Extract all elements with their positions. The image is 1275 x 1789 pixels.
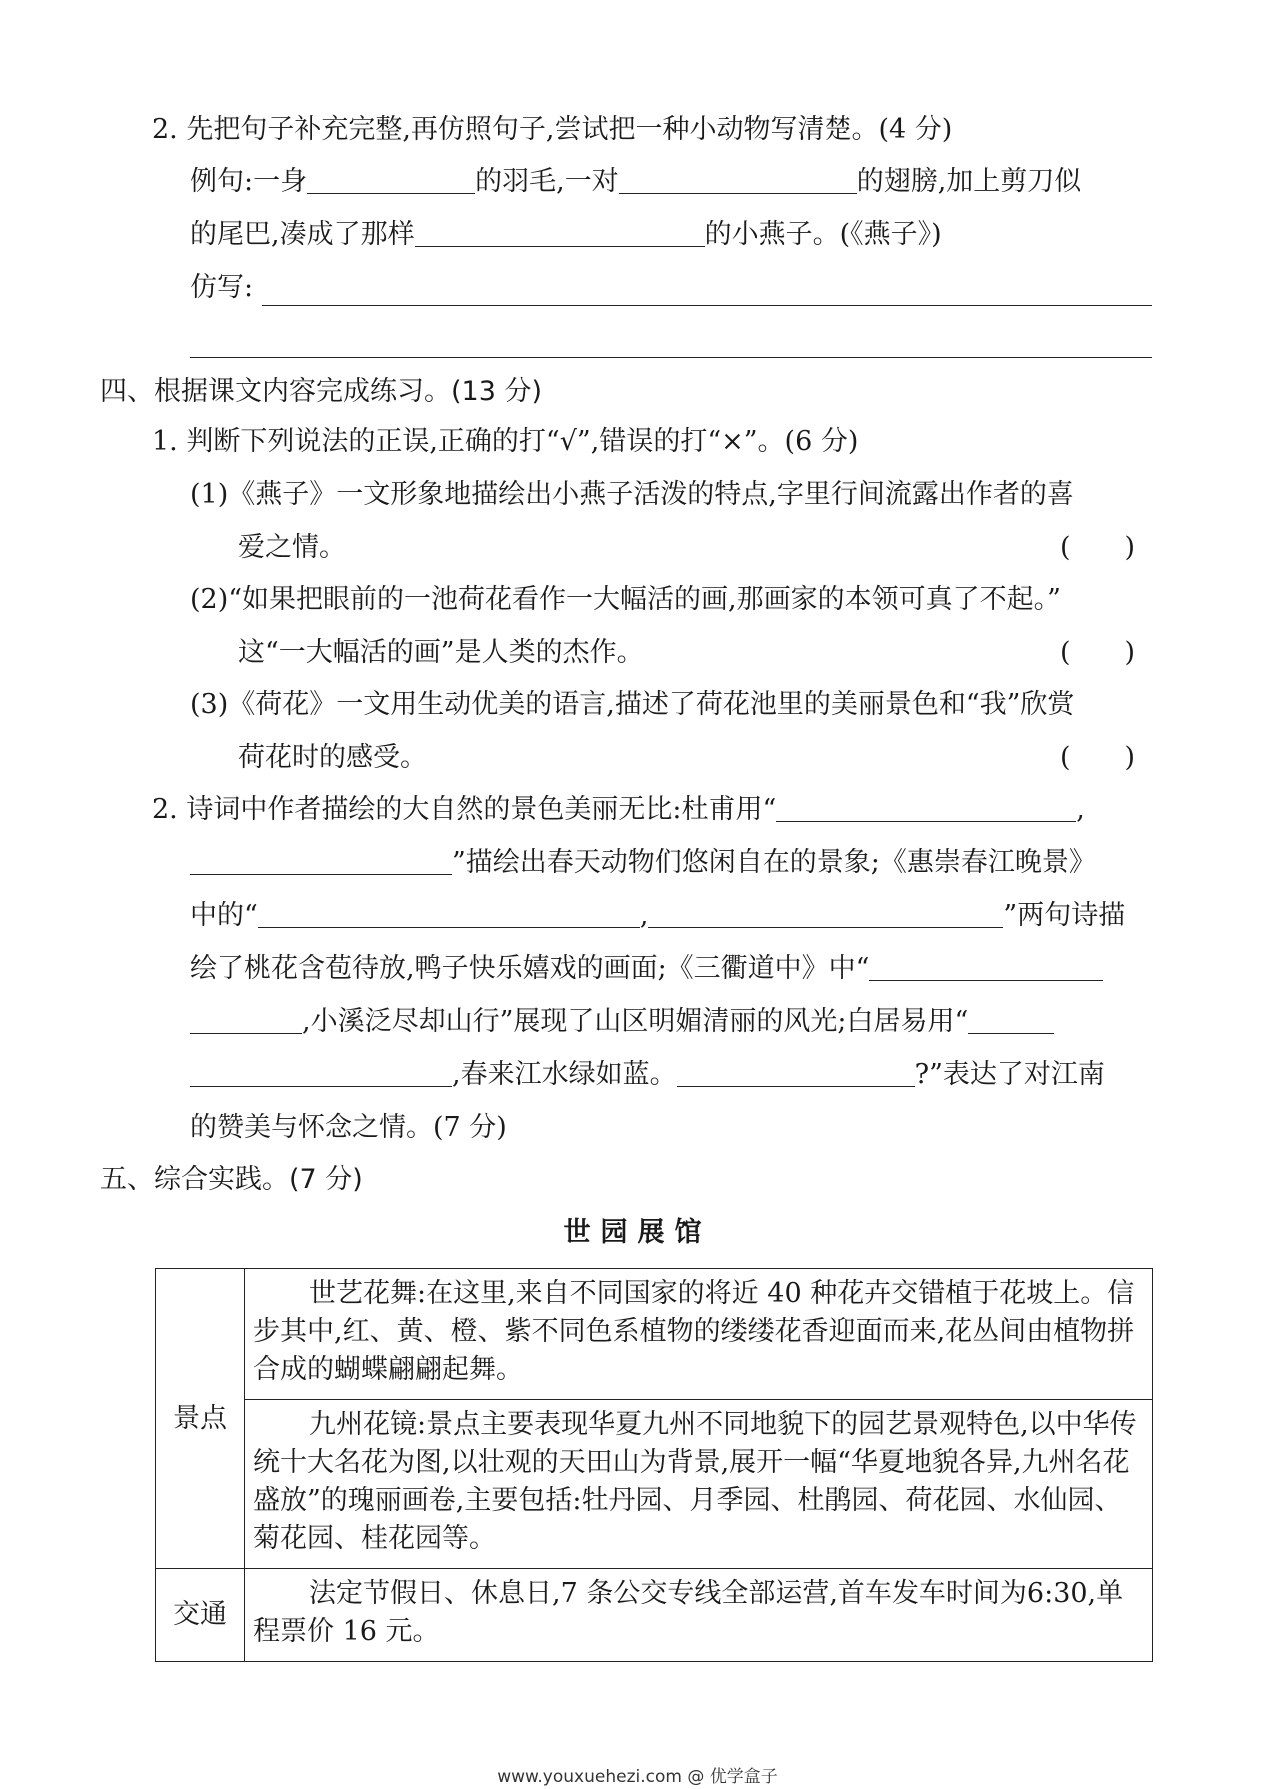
table-title: 世园展馆 bbox=[563, 1217, 712, 1248]
example-text: 的尾巴,凑成了那样 bbox=[190, 219, 415, 250]
imitate-answer-line-2[interactable] bbox=[190, 357, 1152, 358]
blank-feathers[interactable] bbox=[307, 163, 475, 194]
table-row bbox=[156, 1569, 1153, 1662]
imitate-label: 仿写: bbox=[190, 272, 254, 303]
blank-bai-juyi-1[interactable] bbox=[968, 1003, 1054, 1034]
poetry-line-6 bbox=[190, 1055, 1105, 1095]
judge-item-3-line-1: (3)《荷花》一文用生动优美的语言,描述了荷花池里的美丽景色和“我”欣赏 bbox=[190, 689, 1075, 720]
blank-bai-juyi-3[interactable] bbox=[677, 1056, 915, 1087]
example-text: 的小燕子。(《燕子》) bbox=[704, 219, 942, 250]
poetry-text: 绘了桃花含苞待放,鸭子快乐嬉戏的画面;《三衢道中》中“ bbox=[190, 953, 870, 984]
blank-du-fu-1[interactable] bbox=[776, 791, 1076, 822]
blank-du-fu-2[interactable] bbox=[190, 844, 452, 875]
footer-watermark: www.youxuehezi.com @ 优学盒子 bbox=[497, 1767, 778, 1787]
judge-answer-box-1[interactable]: ( ) bbox=[1060, 532, 1136, 563]
poetry-text: ,春来江水绿如蓝。 bbox=[452, 1059, 677, 1090]
transport-entry: 法定节假日、休息日,7 条公交专线全部运营,首车发车时间为6:30,单程票价 16 元。 bbox=[253, 1578, 1124, 1647]
example-sentence-line-1 bbox=[190, 162, 1081, 202]
row-label-scenic: 景点 bbox=[156, 1269, 245, 1569]
judge-question: 1. 判断下列说法的正误,正确的打“√”,错误的打“×”。(6 分) bbox=[152, 426, 859, 457]
expo-info-table bbox=[155, 1268, 1153, 1662]
judge-item-2-line-2: 这“一大幅活的画”是人类的杰作。 bbox=[238, 637, 644, 668]
poetry-line-4 bbox=[190, 949, 1103, 989]
poetry-text: ”两句诗描 bbox=[1003, 900, 1126, 931]
blank-huichong-1[interactable] bbox=[258, 897, 640, 928]
example-text: 例句:一身 bbox=[190, 166, 308, 197]
imitate-answer-line-1[interactable] bbox=[262, 305, 1152, 306]
scenic-entry-1: 世艺花舞:在这里,来自不同国家的将近 40 种花卉交错植于花坡上。信步其中,红、黄、橙、紫不同色系植物的缕缕花香迎面而来,花丛间由植物拼合成的蝴蝶翩翩起舞。 bbox=[253, 1278, 1135, 1385]
poetry-line-3 bbox=[190, 896, 1125, 936]
poetry-line-5 bbox=[190, 1002, 1054, 1042]
example-text: 的翅膀,加上剪刀似 bbox=[856, 166, 1082, 197]
judge-answer-box-2[interactable]: ( ) bbox=[1060, 637, 1136, 668]
poetry-line-1 bbox=[152, 790, 1085, 830]
judge-item-2-line-1: (2)“如果把眼前的一池荷花看作一大幅活的画,那画家的本领可真了不起。” bbox=[190, 584, 1061, 615]
section-4-heading: 四、根据课文内容完成练习。(13 分) bbox=[100, 376, 543, 407]
scenic-entry-2: 九州花镜:景点主要表现华夏九州不同地貌下的园艺景观特色,以中华传统十大名花为图,以壮观的天田山为背景,展开一幅“华夏地貌各异,九州名花盛放”的瑰丽画卷,主要包括:牡丹园、月季园、杜鹃园、荷花园、水仙园、菊花园、桂花园等。 bbox=[253, 1409, 1137, 1554]
row-label-transport: 交通 bbox=[156, 1569, 245, 1662]
blank-bai-juyi-2[interactable] bbox=[190, 1056, 452, 1087]
poetry-line-7: 的赞美与怀念之情。(7 分) bbox=[190, 1112, 507, 1143]
table-cell bbox=[245, 1569, 1153, 1662]
blank-sanqu-2[interactable] bbox=[190, 1003, 302, 1034]
poetry-text: ”描绘出春天动物们悠闲自在的景象;《惠崇春江晚景》 bbox=[452, 847, 1096, 878]
poetry-text: 2. 诗词中作者描绘的大自然的景色美丽无比:杜甫用“ bbox=[152, 794, 777, 825]
example-text: 的羽毛,一对 bbox=[475, 166, 619, 197]
blank-sanqu-1[interactable] bbox=[869, 950, 1103, 981]
table-cell bbox=[245, 1400, 1153, 1569]
poetry-text: , bbox=[1076, 794, 1085, 825]
poetry-text: 中的“ bbox=[190, 900, 258, 931]
q3-2-prompt: 2. 先把句子补充完整,再仿照句子,尝试把一种小动物写清楚。(4 分) bbox=[152, 114, 953, 145]
poetry-line-2 bbox=[190, 843, 1096, 883]
example-sentence-line-2 bbox=[190, 215, 942, 255]
blank-swallow[interactable] bbox=[415, 216, 705, 247]
table-row bbox=[156, 1269, 1153, 1400]
poetry-text: , bbox=[639, 900, 649, 931]
judge-item-1-line-1: (1)《燕子》一文形象地描绘出小燕子活泼的特点,字里行间流露出作者的喜 bbox=[190, 479, 1074, 510]
section-5-heading: 五、综合实践。(7 分) bbox=[100, 1164, 363, 1195]
blank-huichong-2[interactable] bbox=[648, 897, 1003, 928]
poetry-text: ?”表达了对江南 bbox=[914, 1059, 1105, 1090]
table-cell bbox=[245, 1269, 1153, 1400]
blank-wings[interactable] bbox=[619, 163, 857, 194]
poetry-text: ,小溪泛尽却山行”展现了山区明媚清丽的风光;白居易用“ bbox=[302, 1006, 969, 1037]
judge-answer-box-3[interactable]: ( ) bbox=[1060, 742, 1136, 773]
judge-item-3-line-2: 荷花时的感受。 bbox=[238, 742, 427, 773]
judge-item-1-line-2: 爱之情。 bbox=[238, 532, 346, 563]
table-row bbox=[156, 1400, 1153, 1569]
